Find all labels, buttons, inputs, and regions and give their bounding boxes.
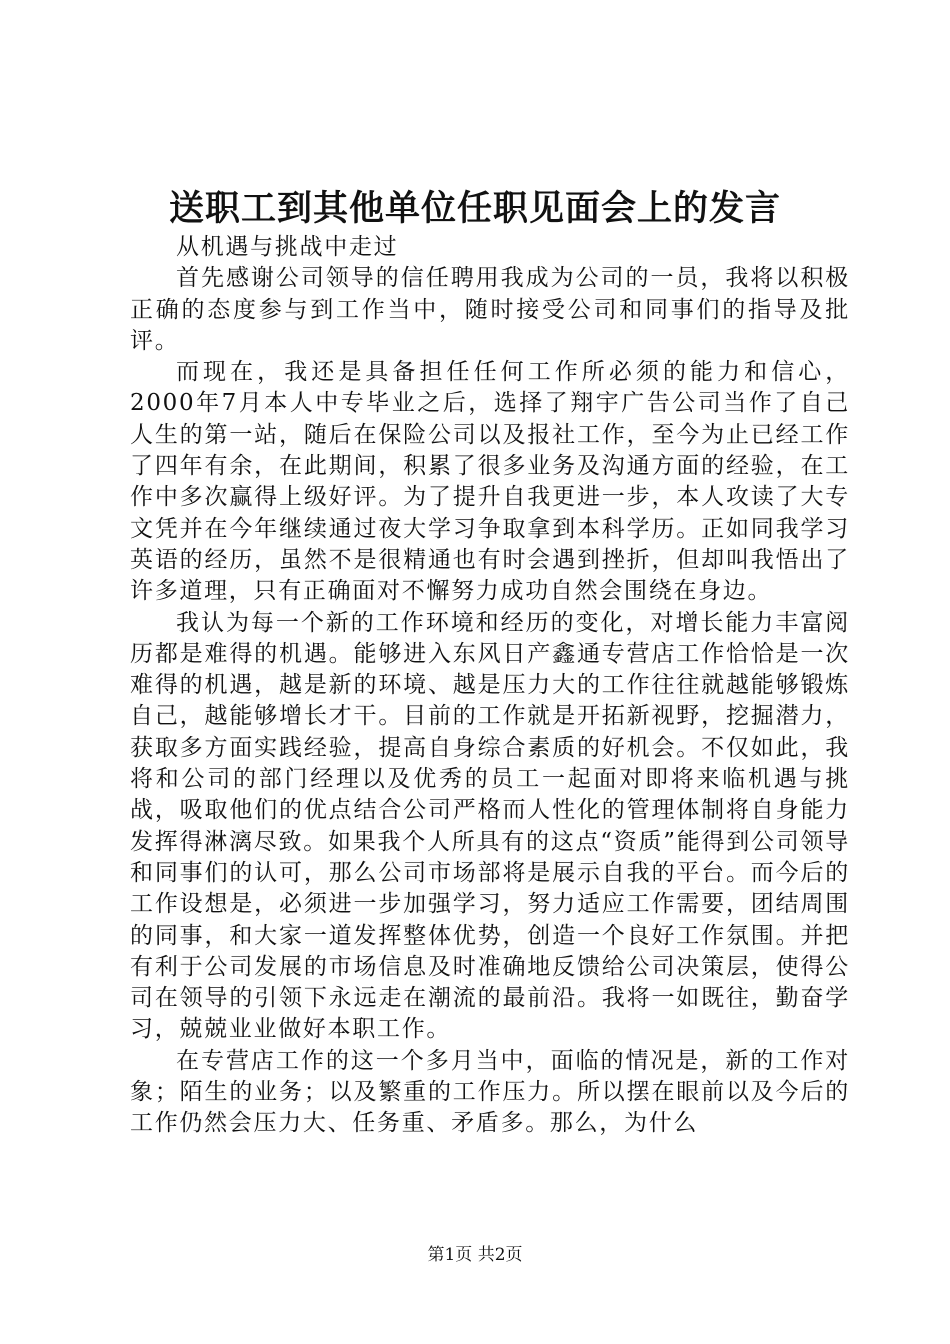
paragraph-1: 首先感谢公司领导的信任聘用我成为公司的一员，我将以积极正确的态度参与到工作当中，随时接受公司和同事们的指导及批评。	[130, 265, 850, 354]
document-subtitle: 从机遇与挑战中走过	[176, 234, 399, 260]
document-body	[130, 232, 850, 1140]
paragraph-2: 而现在，我还是具备担任任何工作所必须的能力和信心，2000年7月本人中专毕业之后，选择了翔宇广告公司当作了自己人生的第一站，随后在保险公司以及报社工作，至今为止已经工作了四年有余，在此期间，积累了很多业务及沟通方面的经验，在工作中多次赢得上级好评。为了提升自我更进一步，本人攻读了大专文凭并在今年继续通过夜大学习争取拿到本科学历。正如同我学习英语的经历，虽然不是很精通也有时会遇到挫折，但却叫我悟出了许多道理，只有正确面对不懈努力成功自然会围绕在身边。	[130, 359, 850, 605]
paragraph-4: 在专营店工作的这一个多月当中，面临的情况是，新的工作对象；陌生的业务；以及繁重的工作压力。所以摆在眼前以及今后的工作仍然会压力大、任务重、矛盾多。那么，为什么	[130, 1047, 850, 1137]
page-number-footer: 第1页 共2页	[427, 1245, 523, 1265]
paragraph-3: 我认为每一个新的工作环境和经历的变化，对增长能力丰富阅历都是难得的机遇。能够进入东风日产鑫通专营店工作恰恰是一次难得的机遇，越是新的环境、越是压力大的工作往往就越能够锻炼自己，越能够增长才干。目前的工作就是开拓新视野，挖掘潜力，获取多方面实践经验，提高自身综合素质的好机会。不仅如此，我将和公司的部门经理以及优秀的员工一起面对即将来临机遇与挑战，吸取他们的优点结合公司严格而人性化的管理体制将自身能力发挥得淋漓尽致。如果我个人所具有的这点“资质”能得到公司领导和同事们的认可，那么公司市场部将是展示自我的平台。而今后的工作设想是，必须进一步加强学习，努力适应工作需要，团结周围的同事，和大家一道发挥整体优势，创造一个良好工作氛围。并把有利于公司发展的市场信息及时准确地反馈给公司决策层，使得公司在领导的引领下永远走在潮流的最前沿。我将一如既往，勤奋学习，兢兢业业做好本职工作。	[130, 609, 850, 1043]
document-title: 送职工到其他单位任职见面会上的发言	[168, 188, 781, 229]
